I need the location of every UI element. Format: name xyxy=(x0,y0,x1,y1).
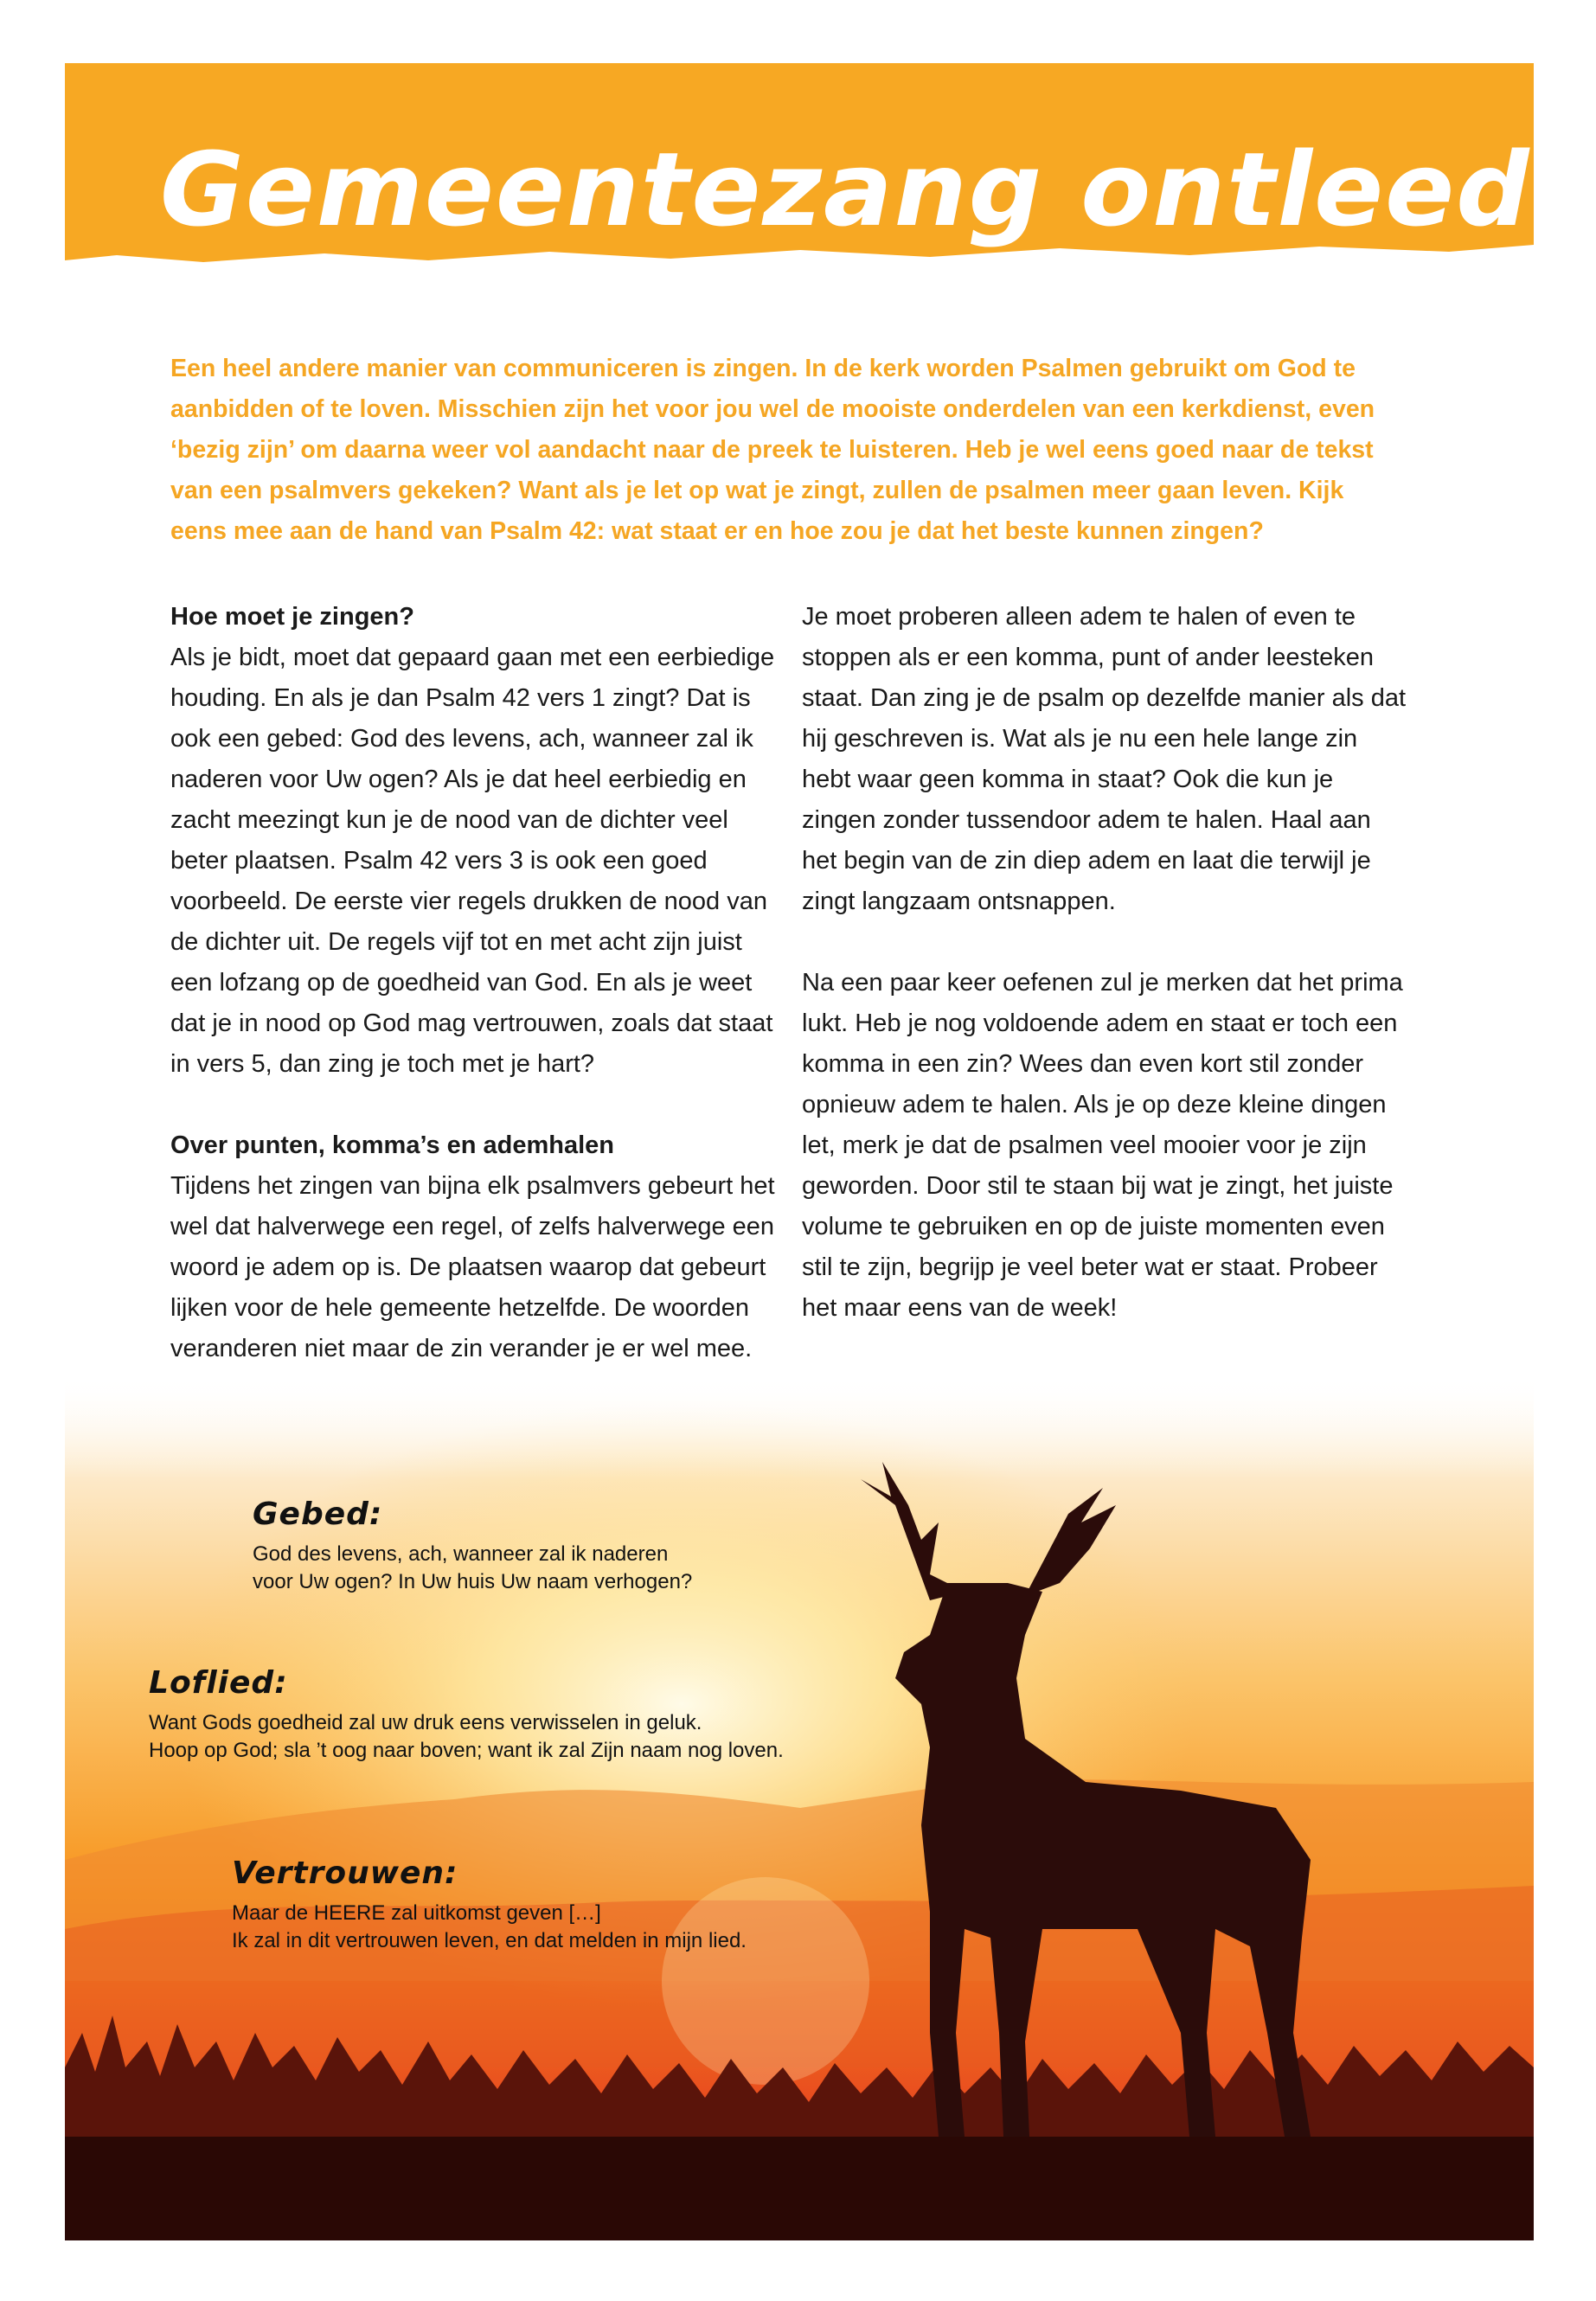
paragraph: Na een paar keer oefenen zul je merken dat het prima lukt. Heb je nog voldoende adem en staat er toch een komma in een zin? Wees dan even kort stil zonder opnieuw adem te halen. Als je op deze kleine dingen let, merk je dat de psalmen veel mooier voor je zijn geworden. Door stil te staan bij wat je zingt, het juiste volume te gebruiken en op de juiste momenten even stil te zijn, begrijp je veel beter wat er staat. Probeer het maar eens van de week! xyxy=(802,969,1403,1322)
intro-paragraph: Een heel andere manier van communiceren is zingen. In de kerk worden Psalmen gebruikt om God te aanbidden of te loven. Misschien zijn het voor jou wel de mooiste onderdelen van een kerkdienst, even ‘bezig zijn’ om daarna weer vol aandacht naar de preek te luisteren. Heb je wel eens goed naar de tekst van een psalmvers gekeken? Want als je let op wat je zingt, zullen de psalmen meer gaan leven. Kijk eens mee aan de hand van Psalm 42: wat staat er en hoe zou je dat het beste kunnen zingen? xyxy=(170,355,1375,545)
quote-line: God des levens, ach, wanneer zal ik naderen xyxy=(253,1542,669,1566)
quote-heading: Loflied: xyxy=(149,1665,288,1701)
quote-line: Hoop op God; sla ’t oog naar boven; want ik zal Zijn naam nog loven. xyxy=(149,1739,784,1762)
paragraph: Je moet proberen alleen adem te halen of even te stoppen als er een komma, punt of ander leesteken staat. Dan zing je de psalm op dezelfde manier als dat hij geschreven is. Wat als je nu een hele lange zin hebt waar geen komma in staat? Ook die kun je zingen zonder tussendoor adem te halen. Haal aan het begin van de zin diep adem en laat die terwijl je zingt langzaam ontsnappen. xyxy=(802,603,1407,915)
quote-gebed xyxy=(253,1497,692,1596)
quote-loflied xyxy=(149,1665,784,1765)
section-heading: Over punten, komma’s en ademhalen xyxy=(170,1131,615,1159)
section-body: Tijdens het zingen van bijna elk psalmvers gebeurt het wel dat halverwege een regel, of zelfs halverwege een woord je adem op is. De plaatsen waarop dat gebeurt lijken voor de hele gemeente hetzelfde. De woorden veranderen niet maar de zin verander je er wel mee. xyxy=(170,1172,775,1362)
quote-heading: Gebed: xyxy=(253,1497,383,1532)
quote-line: Ik zal in dit vertrouwen leven, en dat melden in mijn lied. xyxy=(232,1929,747,1952)
left-column xyxy=(170,597,776,1410)
quote-line: voor Uw ogen? In Uw huis Uw naam verhogen? xyxy=(253,1570,693,1593)
quote-heading: Vertrouwen: xyxy=(232,1856,458,1891)
section-body: Als je bidt, moet dat gepaard gaan met een eerbiedige houding. En als je dan Psalm 42 vers 1 zingt? Dat is ook een gebed: God des levens, ach, wanneer zal ik naderen voor Uw ogen? Als je dat heel eerbiedig en zacht meezingt kun je de nood van de dichter veel beter plaatsen. Psalm 42 vers 3 is ook een goed voorbeeld. De eerste vier regels drukken de nood van de dichter uit. De regels vijf tot en met acht zijn juist een lofzang op de goedheid van God. En als je weet dat je in nood op God mag vertrouwen, zoals dat staat in vers 5, dan zing je toch met je hart? xyxy=(170,644,775,1078)
right-column xyxy=(802,597,1407,1369)
page-title: Gemeentezang ontleed xyxy=(160,130,1531,249)
quote-vertrouwen xyxy=(232,1856,747,1955)
sunset-deer-illustration xyxy=(65,1375,1534,2240)
section-heading: Hoe moet je zingen? xyxy=(170,603,414,631)
quote-line: Maar de HEERE zal uitkomst geven […] xyxy=(232,1901,601,1925)
quote-line: Want Gods goedheid zal uw druk eens verwisselen in geluk. xyxy=(149,1711,702,1734)
